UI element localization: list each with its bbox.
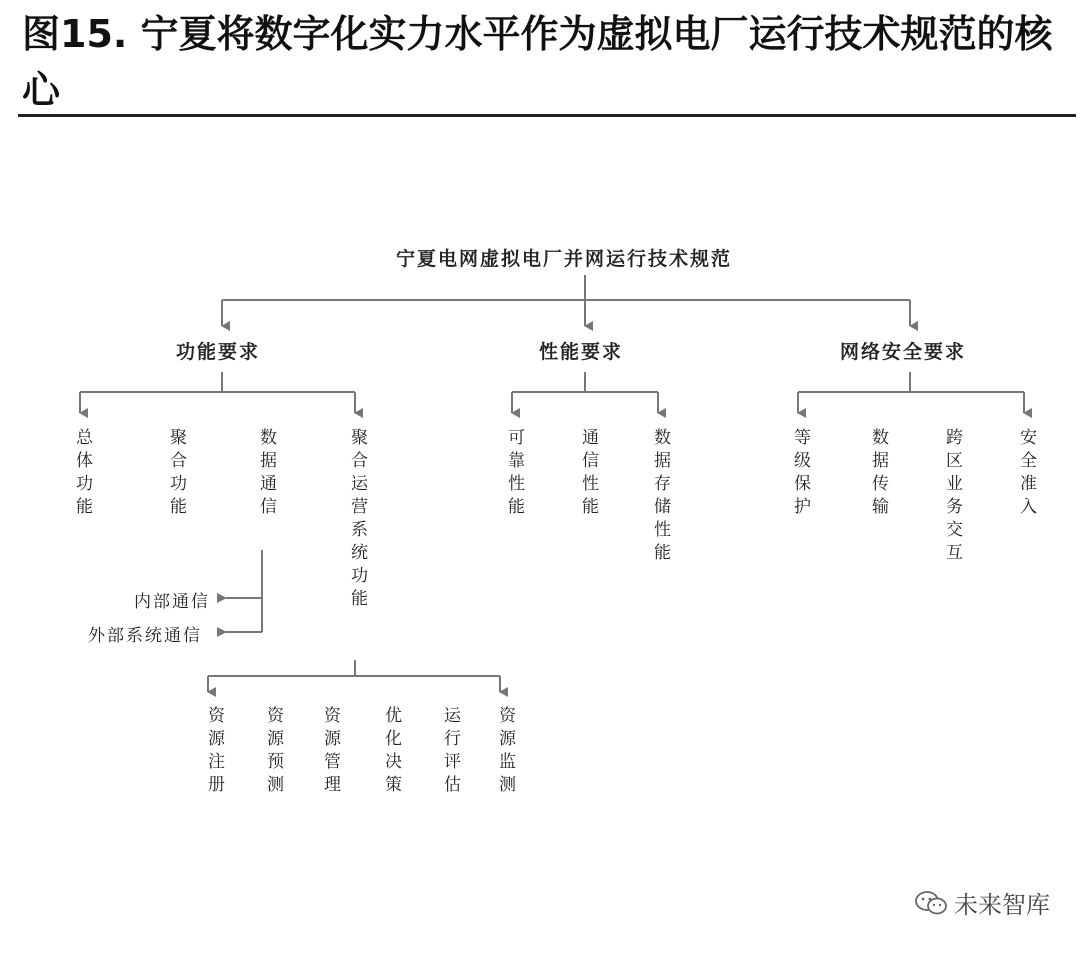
- category-performance: 性能要求: [539, 341, 624, 363]
- node-cross-zone-interaction: 跨区业务交互: [942, 428, 962, 566]
- node-reliability: 可靠性能: [504, 428, 524, 520]
- node-resource-monitoring: 资源监测: [495, 706, 515, 798]
- node-aggregation-ops-system: 聚合运营系统功能: [347, 428, 367, 612]
- node-optimization-decision: 优化决策: [381, 706, 401, 798]
- category-security: 网络安全要求: [840, 341, 967, 363]
- node-overall-function: 总体功能: [72, 428, 92, 520]
- node-level-protection: 等级保护: [790, 428, 810, 520]
- node-internal-comm: 内部通信: [134, 592, 210, 612]
- node-security-access: 安全准入: [1016, 428, 1036, 520]
- node-resource-registration: 资源注册: [204, 706, 224, 798]
- node-operation-evaluation: 运行评估: [440, 706, 460, 798]
- root-node: 宁夏电网虚拟电厂并网运行技术规范: [396, 248, 733, 270]
- node-resource-forecast: 资源预测: [263, 706, 283, 798]
- node-resource-management: 资源管理: [320, 706, 340, 798]
- watermark: [914, 885, 1050, 920]
- node-external-comm: 外部系统通信: [88, 626, 202, 646]
- node-data-storage-performance: 数据存储性能: [650, 428, 670, 566]
- node-aggregation-function: 聚合功能: [166, 428, 186, 520]
- chat-bubble-icon: [914, 889, 948, 917]
- watermark-text: 未来智库: [954, 891, 1050, 919]
- node-communication-performance: 通信性能: [578, 428, 598, 520]
- node-data-transmission: 数据传输: [868, 428, 888, 520]
- node-data-communication: 数据通信: [256, 428, 276, 520]
- figure-title: 图15. 宁夏将数字化实力水平作为虚拟电厂运行技术规范的核心: [22, 12, 1053, 112]
- category-functional: 功能要求: [176, 341, 261, 363]
